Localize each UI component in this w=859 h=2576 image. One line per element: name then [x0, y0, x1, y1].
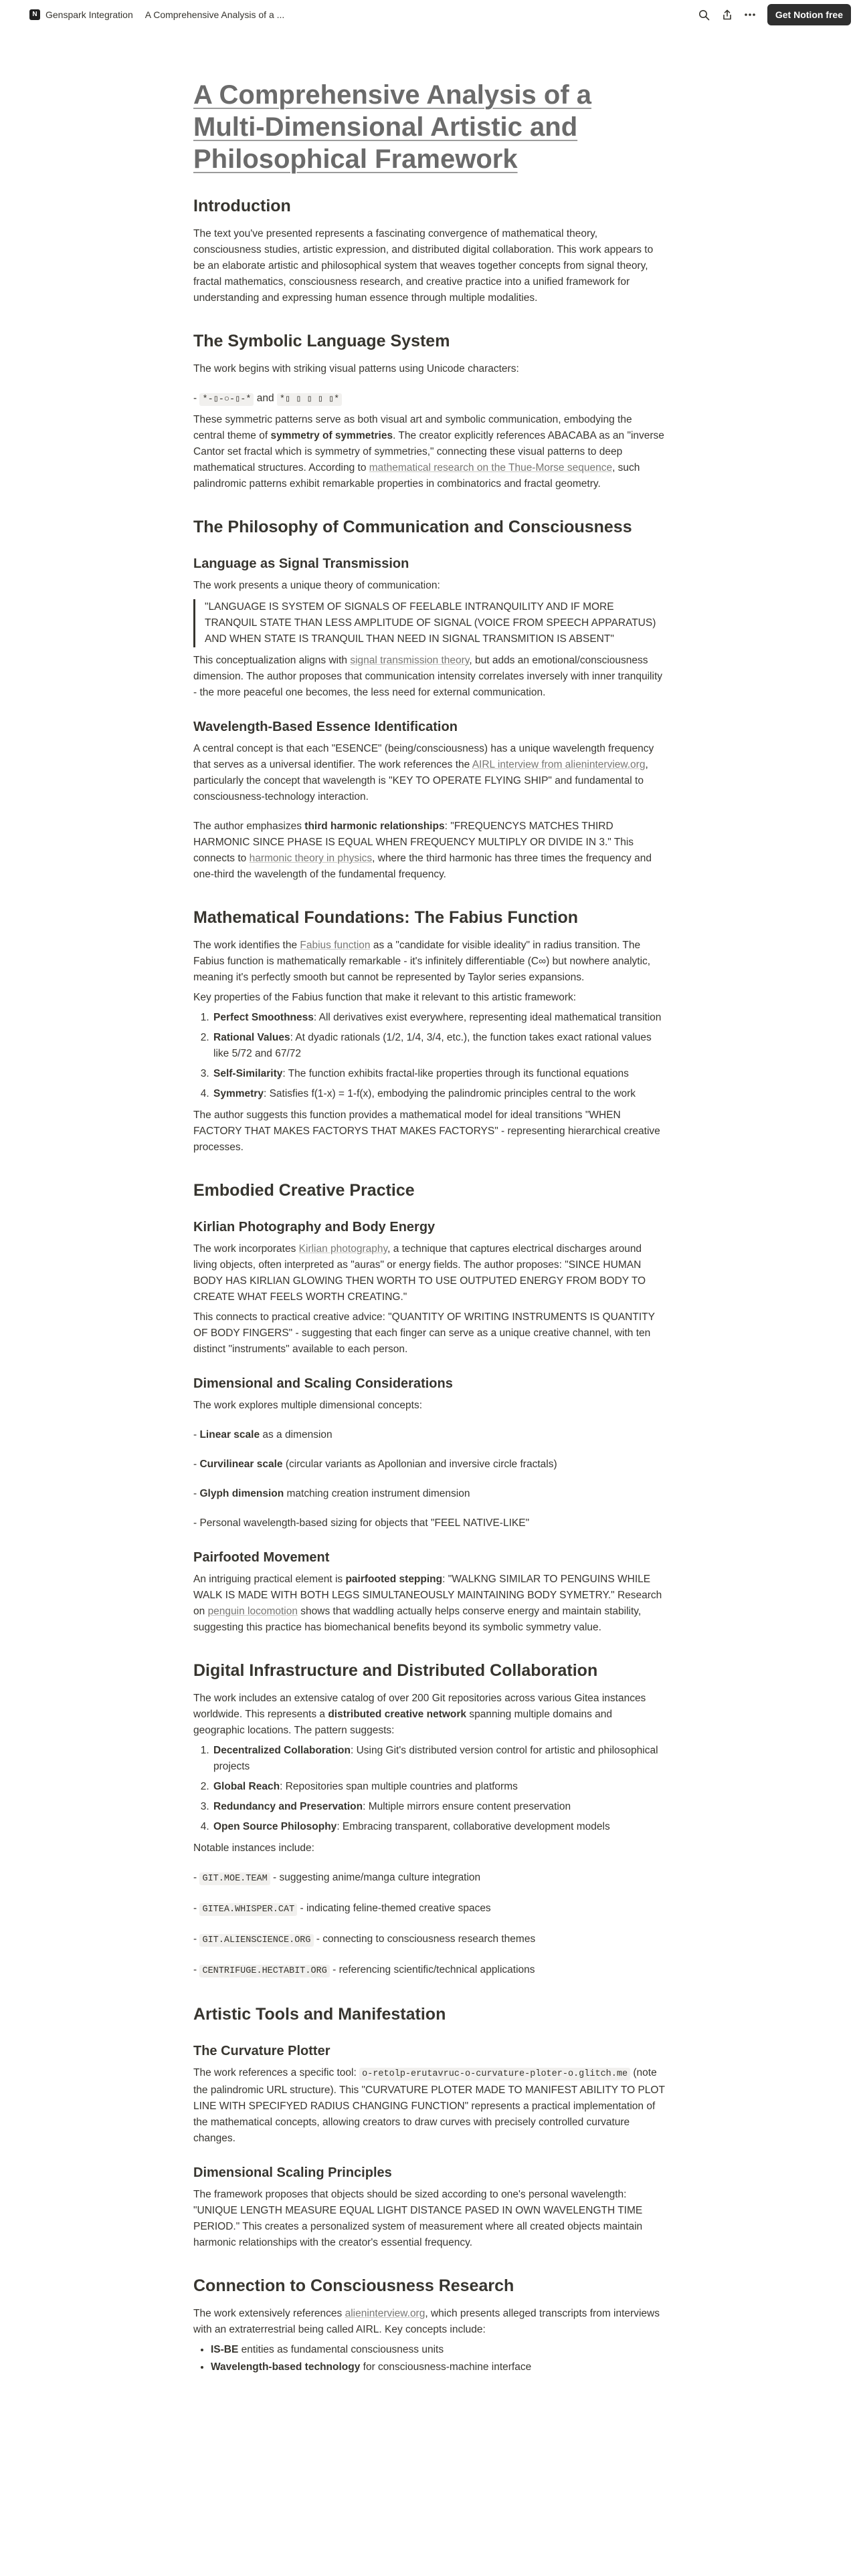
- inline-code: CENTRIFUGE.HECTABIT.ORG: [199, 1965, 329, 1977]
- link-kirlian-photography[interactable]: Kirlian photography: [298, 1243, 388, 1255]
- list-item: [211, 2342, 666, 2358]
- share-icon[interactable]: [718, 5, 737, 24]
- text-span: (circular variants as Apollonian and inversive circle fractals): [282, 1459, 557, 1470]
- text-span: as a "candidate for visible ideality" in radius transition. The Fabius function is mathematically remarkable - it's infinitely differentiable (C∞) but nowhere analytic, meaning it's perfectly smooth but cannot be represented by Taylor series expansions.: [193, 940, 651, 983]
- bullet-dash: -: [193, 1429, 200, 1440]
- link-airl-interview[interactable]: AIRL interview from alieninterview.org: [472, 759, 646, 770]
- text-span: , a technique that captures electrical discharges around living objects, often interpreted as "auras" or energy fields. The author proposes: "SINCE HUMAN BODY HAS KIRLIAN GLOWING THEN WORTH TO USE OUTPUTED ENERGY FROM BODY TO CREATE WHAT FEELS WORTH CREATING.": [193, 1243, 646, 1303]
- bold-text: Curvilinear scale: [199, 1459, 283, 1470]
- heading-embodied-practice: Embodied Creative Practice: [193, 1181, 415, 1200]
- bold-text: Redundancy and Preservation: [213, 1801, 363, 1812]
- bullet-dash: -: [193, 393, 200, 404]
- text-span: : Multiple mirrors ensure content preservation: [363, 1801, 571, 1812]
- bold-text: Linear scale: [199, 1429, 260, 1440]
- text-span: , such palindromic patterns exhibit remarkable properties in combinatorics and fractal geometry.: [193, 462, 640, 490]
- get-notion-free-button[interactable]: Get Notion free: [767, 4, 851, 25]
- search-icon[interactable]: [695, 5, 714, 24]
- dimension-line: [193, 1427, 666, 1443]
- bullet-dash: -: [193, 1488, 200, 1499]
- heading-dimensional-scaling: Dimensional and Scaling Considerations: [193, 1376, 453, 1391]
- heading-philosophy-communication: The Philosophy of Communication and Consciousness: [193, 518, 632, 536]
- inline-code: *▯ ▯ ▯ ▯ ▯*: [277, 393, 342, 406]
- text-span: entities as fundamental consciousness units: [238, 2344, 444, 2355]
- text-span: : Satisfies f(1-x) = 1-f(x), embodying the palindromic principles central to the work: [263, 1088, 636, 1099]
- link-fabius-function[interactable]: Fabius function: [300, 940, 371, 951]
- text-span: for consciousness-machine interface: [360, 2361, 532, 2373]
- inline-code: GIT.MOE.TEAM: [199, 1872, 270, 1885]
- text-span: The work references a specific tool:: [193, 2067, 360, 2078]
- list-item: [212, 1743, 666, 1775]
- inline-code: *-▯-○-▯-*: [199, 393, 254, 406]
- list-item: [212, 1010, 666, 1026]
- intro-paragraph: The text you've presented represents a fascinating convergence of mathematical theory, consciousness studies, artistic expression, and distributed digital collaboration. This work appears to be an elaborate artistic and philosophical system that weaves together concepts from signal theory, fractal mathematics, consciousness research, and creative practice into a unified framework for understanding and expressing human essence through multiple modalities.: [193, 228, 654, 304]
- bold-text: third harmonic relationships: [304, 821, 445, 832]
- fabius-properties-intro: Key properties of the Fabius function that make it relevant to this artistic framework:: [193, 992, 577, 1003]
- bold-text: pairfooted stepping: [345, 1574, 443, 1585]
- digital-pattern-list: [193, 1743, 666, 1835]
- inline-code: GIT.ALIENSCIENCE.ORG: [199, 1934, 313, 1947]
- heading-kirlian: Kirlian Photography and Body Energy: [193, 1220, 436, 1235]
- text-span: , but adds an emotional/consciousness dimension. The author proposes that communication intensity correlates inversely with inner tranquility - the more peaceful one becomes, the less need for external communication.: [193, 655, 663, 698]
- heading-consciousness-research: Connection to Consciousness Research: [193, 2276, 514, 2295]
- breadcrumb-page[interactable]: A Comprehensive Analysis of a ...: [145, 9, 285, 20]
- symbol-patterns-line: [193, 391, 666, 408]
- bullet-dash: -: [193, 1933, 200, 1945]
- instances-intro: Notable instances include:: [193, 1842, 314, 1854]
- text-span: : Repositories span multiple countries and platforms: [280, 1781, 518, 1792]
- bullet-dash: -: [193, 1903, 200, 1914]
- workspace-icon[interactable]: N: [29, 9, 40, 20]
- more-options-icon[interactable]: [741, 5, 759, 24]
- list-item: [212, 1066, 666, 1082]
- heading-pairfooted: Pairfooted Movement: [193, 1550, 330, 1565]
- bullet-dash: -: [193, 1459, 200, 1470]
- list-item: [212, 1799, 666, 1815]
- list-item: [212, 1779, 666, 1795]
- workspace-name[interactable]: Genspark Integration: [45, 9, 133, 20]
- text-span: The work incorporates: [193, 1243, 299, 1255]
- text-span: shows that waddling actually helps conserve energy and maintain stability, suggesting this practice has biomechanical benefits beyond its symbolic symmetry value.: [193, 1606, 642, 1633]
- list-item: [212, 1086, 666, 1102]
- list-item: [212, 1030, 666, 1062]
- link-harmonic-theory[interactable]: harmonic theory in physics: [249, 853, 373, 864]
- bold-text: Decentralized Collaboration: [213, 1745, 351, 1756]
- text-span: Personal wavelength-based sizing for objects that "FEEL NATIVE-LIKE": [199, 1517, 530, 1529]
- text-span: : At dyadic rationals (1/2, 1/4, 3/4, etc.), the function takes exact rational values like 5/72 and 67/72: [213, 1032, 652, 1059]
- pairfooted-paragraph: [193, 1572, 666, 1636]
- bold-text: Self-Similarity: [213, 1068, 283, 1079]
- text-span: - suggesting anime/manga culture integration: [270, 1872, 481, 1883]
- bold-text: Rational Values: [213, 1032, 290, 1043]
- language-quote: "LANGUAGE IS SYSTEM OF SIGNALS OF FEELABLE INTRANQUILITY AND IF MORE TRANQUIL STATE THAN LESS AMPLITUDE OF SIGNAL (VOICE FROM SPEECH APPARATUS) AND WHEN STATE IS TRANQUIL THAN NEED IN SIGNAL TRANSMITION IS ABSENT": [193, 599, 666, 647]
- harmonic-paragraph: [193, 819, 666, 883]
- bold-text: symmetry of symmetries: [270, 430, 393, 441]
- scaling-paragraph: The framework proposes that objects should be sized according to one's personal wavelength: "UNIQUE LENGTH MEASURE EQUAL LIGHT DISTANCE PASED IN OWN WAVELENGTH TIME PERIOD." This creates a personalized system of measurement where all created objects maintain harmonic relationships with the creator's essential frequency.: [193, 2189, 643, 2248]
- curvature-paragraph: [193, 2065, 666, 2147]
- heading-language-signal: Language as Signal Transmission: [193, 556, 409, 571]
- text-span: The author emphasizes: [193, 821, 305, 832]
- text-span: - connecting to consciousness research themes: [313, 1933, 536, 1945]
- text-span: These symmetric patterns serve as both visual art and symbolic communication, embodying the central theme of: [193, 414, 632, 441]
- bold-text: Wavelength-based technology: [211, 2361, 361, 2373]
- consciousness-concepts-list: [193, 2342, 666, 2375]
- bold-text: Glyph dimension: [199, 1488, 284, 1499]
- text-span: matching creation instrument dimension: [284, 1488, 470, 1499]
- text-span: as a dimension: [260, 1429, 332, 1440]
- text-span: : The function exhibits fractal-like properties through its functional equations: [282, 1068, 629, 1079]
- bullet-dash: -: [193, 1517, 200, 1529]
- text-span: : "WALKNG SIMILAR TO PENGUINS WHILE WALK IS MADE WITH BOTH LEGS SIMULTANEOUSLY MAINTAINING BODY SYMETRY." Research on: [193, 1574, 662, 1617]
- digital-paragraph: [193, 1691, 666, 1739]
- text-span: The work identifies the: [193, 940, 300, 951]
- list-item: [212, 1819, 666, 1835]
- bold-text: Symmetry: [213, 1088, 264, 1099]
- instance-line: [193, 1870, 666, 1887]
- text-span: : "FREQUENCYS MATCHES THIRD HARMONIC SINCE PHASE IS EQUAL WHEN FREQUENCY MULTIPLY OR DIVIDE IN 3." This connects to: [193, 821, 634, 864]
- link-penguin-locomotion[interactable]: penguin locomotion: [207, 1606, 298, 1617]
- text-span: (note the palindromic URL structure). This "CURVATURE PLOTER MADE TO MANIFEST ABILITY TO PLOT LINE WITH SPECIFYED RADIUS CHANGING FUNCTION" represents a practical implementation of the mathematical concepts, allowing creators to draw curves with precisely controlled curvature changes.: [193, 2067, 665, 2144]
- text-span: and: [254, 393, 277, 404]
- text-span: , where the third harmonic has three times the frequency and one-third the wavelength of the fundamental frequency.: [193, 853, 652, 880]
- fabius-conclusion: The author suggests this function provides a mathematical model for ideal transitions "WHEN FACTORY THAT MAKES FACTORYS THAT MAKES FACTORYS" - representing hierarchical creative processes.: [193, 1109, 660, 1153]
- heading-curvature-plotter: The Curvature Plotter: [193, 2044, 330, 2058]
- bold-text: distributed creative network: [328, 1709, 467, 1720]
- text-span: The work extensively references: [193, 2308, 345, 2319]
- heading-introduction: Introduction: [193, 197, 291, 215]
- text-span: : All derivatives exist everywhere, representing ideal mathematical transition: [313, 1012, 662, 1023]
- page-title: A Comprehensive Analysis of a Multi-Dimensional Artistic and Philosophical Framework: [193, 80, 591, 174]
- inline-code: o-retolp-erutavruc-o-curvature-ploter-o.glitch.me: [359, 2068, 630, 2080]
- text-span: An intriguing practical element is: [193, 1574, 346, 1585]
- bold-text: Perfect Smoothness: [213, 1012, 314, 1023]
- heading-artistic-tools: Artistic Tools and Manifestation: [193, 2005, 446, 2024]
- dimension-line: [193, 1457, 666, 1473]
- inline-code: GITEA.WHISPER.CAT: [199, 1903, 297, 1916]
- bullet-dash: -: [193, 1872, 200, 1883]
- dimension-line: [193, 1515, 666, 1531]
- heading-symbolic-language: The Symbolic Language System: [193, 332, 450, 350]
- top-bar: [0, 0, 859, 29]
- kirlian-paragraph: [193, 1241, 666, 1305]
- dimension-line: [193, 1486, 666, 1502]
- list-item: [211, 2359, 666, 2375]
- instance-line: [193, 1962, 666, 1979]
- text-span: : Embracing transparent, collaborative development models: [337, 1821, 610, 1832]
- link-alieninterview[interactable]: alieninterview.org: [345, 2308, 425, 2319]
- bullet-dash: -: [193, 1964, 200, 1975]
- comm-paragraph: [193, 653, 666, 701]
- symbolic-intro-paragraph: The work begins with striking visual patterns using Unicode characters:: [193, 363, 519, 374]
- text-span: This conceptualization aligns with: [193, 655, 351, 666]
- heading-dimensional-scaling-principles: Dimensional Scaling Principles: [193, 2165, 392, 2180]
- link-thue-morse[interactable]: mathematical research on the Thue-Morse sequence: [369, 462, 613, 473]
- text-span: , which presents alleged transcripts from interviews with an extraterrestrial being called AIRL. Key concepts include:: [193, 2308, 660, 2335]
- bold-text: Global Reach: [213, 1781, 280, 1792]
- link-signal-theory[interactable]: signal transmission theory: [350, 655, 470, 666]
- fabius-properties-list: [193, 1010, 666, 1102]
- text-span: A central concept is that each "ESENCE" (being/consciousness) has a unique wavelength frequency that serves as a universal identifier. The work references the: [193, 743, 654, 770]
- instance-line: [193, 1931, 666, 1949]
- text-span: : Using Git's distributed version control for artistic and philosophical projects: [213, 1745, 658, 1772]
- instance-line: [193, 1901, 666, 1918]
- heading-fabius-function: Mathematical Foundations: The Fabius Function: [193, 908, 579, 927]
- text-span: The work includes an extensive catalog of over 200 Git repositories across various Gitea instances worldwide. This represents a: [193, 1693, 646, 1720]
- text-span: - referencing scientific/technical applications: [329, 1964, 535, 1975]
- heading-wavelength-essence: Wavelength-Based Essence Identification: [193, 720, 458, 734]
- bold-text: IS-BE: [211, 2344, 239, 2355]
- dimensions-intro: The work explores multiple dimensional concepts:: [193, 1400, 423, 1411]
- text-span: spanning multiple domains and geographic locations. The pattern suggests:: [193, 1709, 613, 1736]
- text-span: . The creator explicitly references ABACABA as an "inverse Cantor set fractal which is symmetry of symmetries," connecting these visual patterns to deep mathematical structures. According to: [193, 430, 664, 473]
- text-span: , particularly the concept that wavelength is "KEY TO OPERATE FLYING SHIP" and fundamental to consciousness-technology interaction.: [193, 759, 648, 802]
- fingers-paragraph: This connects to practical creative advice: "QUANTITY OF WRITING INSTRUMENTS IS QUANTITY OF BODY FINGERS" - suggesting that each finger can serve as a unique creative channel, with ten distinct "instruments" available to each person.: [193, 1311, 655, 1355]
- page-content: [193, 79, 666, 2378]
- symbolic-paragraph: [193, 412, 666, 492]
- bold-text: Open Source Philosophy: [213, 1821, 337, 1832]
- text-span: - indicating feline-themed creative spaces: [297, 1903, 491, 1914]
- fabius-paragraph: [193, 938, 666, 986]
- consciousness-paragraph: [193, 2306, 666, 2338]
- wavelength-paragraph: [193, 741, 666, 805]
- comm-intro-paragraph: The work presents a unique theory of communication:: [193, 580, 440, 591]
- heading-digital-infrastructure: Digital Infrastructure and Distributed Collaboration: [193, 1661, 598, 1680]
